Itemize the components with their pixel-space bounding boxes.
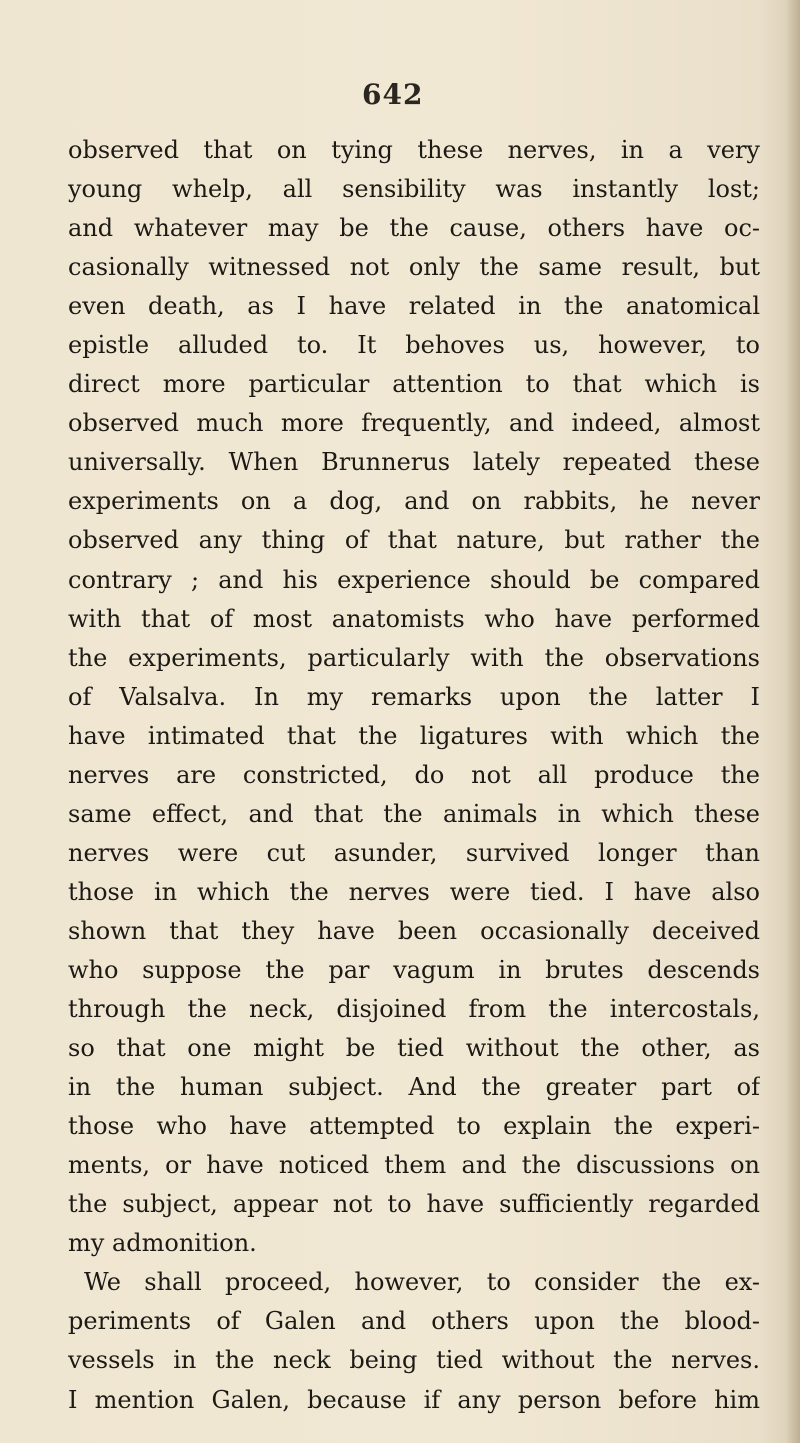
body-text (68, 131, 760, 1420)
text-line: nerves were cut asunder, survived longer than (68, 838, 760, 867)
text-line: observed any thing of that nature, but rather the (68, 526, 760, 555)
text-line: and whatever may be the cause, others have oc- (68, 214, 760, 243)
text-line: who suppose the par vagum in brutes descends (68, 955, 760, 984)
text-line: in the human subject. And the greater part of (68, 1073, 760, 1102)
text-line: contrary ; and his experience should be compared (68, 565, 760, 594)
text-line: direct more particular attention to that which is (68, 370, 760, 399)
text-line: universally. When Brunnerus lately repeated these (68, 448, 760, 477)
text-line: casionally witnessed not only the same result, but (68, 253, 760, 282)
text-line: with that of most anatomists who have performed (68, 604, 760, 633)
text-line: experiments on a dog, and on rabbits, he never (68, 487, 760, 516)
text-line: young whelp, all sensibility was instantly lost; (68, 175, 760, 204)
text-line: observed that on tying these nerves, in a very (68, 136, 760, 164)
page-number: 642 (362, 78, 424, 111)
text-line: have intimated that the ligatures with which the (68, 721, 760, 750)
text-line: my admonition. (68, 1229, 257, 1258)
text-line: I mention Galen, because if any person before him (68, 1385, 760, 1414)
text-line: so that one might be tied without the other, as (68, 1034, 760, 1063)
text-line: same effect, and that the animals in which these (68, 799, 760, 828)
text-line: through the neck, disjoined from the intercostals, (68, 995, 760, 1024)
text-line: observed much more frequently, and indeed, almost (68, 409, 760, 438)
page-edge-shadow (786, 0, 800, 1443)
text-line: nerves are constricted, do not all produce the (68, 760, 760, 789)
text-line: even death, as I have related in the anatomical (68, 292, 760, 321)
text-line: periments of Galen and others upon the blood- (68, 1307, 760, 1336)
text-line: those in which the nerves were tied. I have also (68, 877, 760, 906)
text-line: vessels in the neck being tied without the nerves. (68, 1346, 760, 1375)
text-line: those who have attempted to explain the experi- (68, 1112, 760, 1141)
text-line: of Valsalva. In my remarks upon the latter I (68, 682, 760, 711)
text-line: epistle alluded to. It behoves us, however, to (68, 331, 760, 360)
text-line: ments, or have noticed them and the discussions on (68, 1151, 760, 1180)
text-line: the subject, appear not to have sufficiently regarded (68, 1190, 760, 1219)
text-line: the experiments, particularly with the observations (68, 643, 760, 672)
text-line: shown that they have been occasionally deceived (68, 916, 760, 945)
text-line: We shall proceed, however, to consider the ex- (84, 1268, 760, 1297)
